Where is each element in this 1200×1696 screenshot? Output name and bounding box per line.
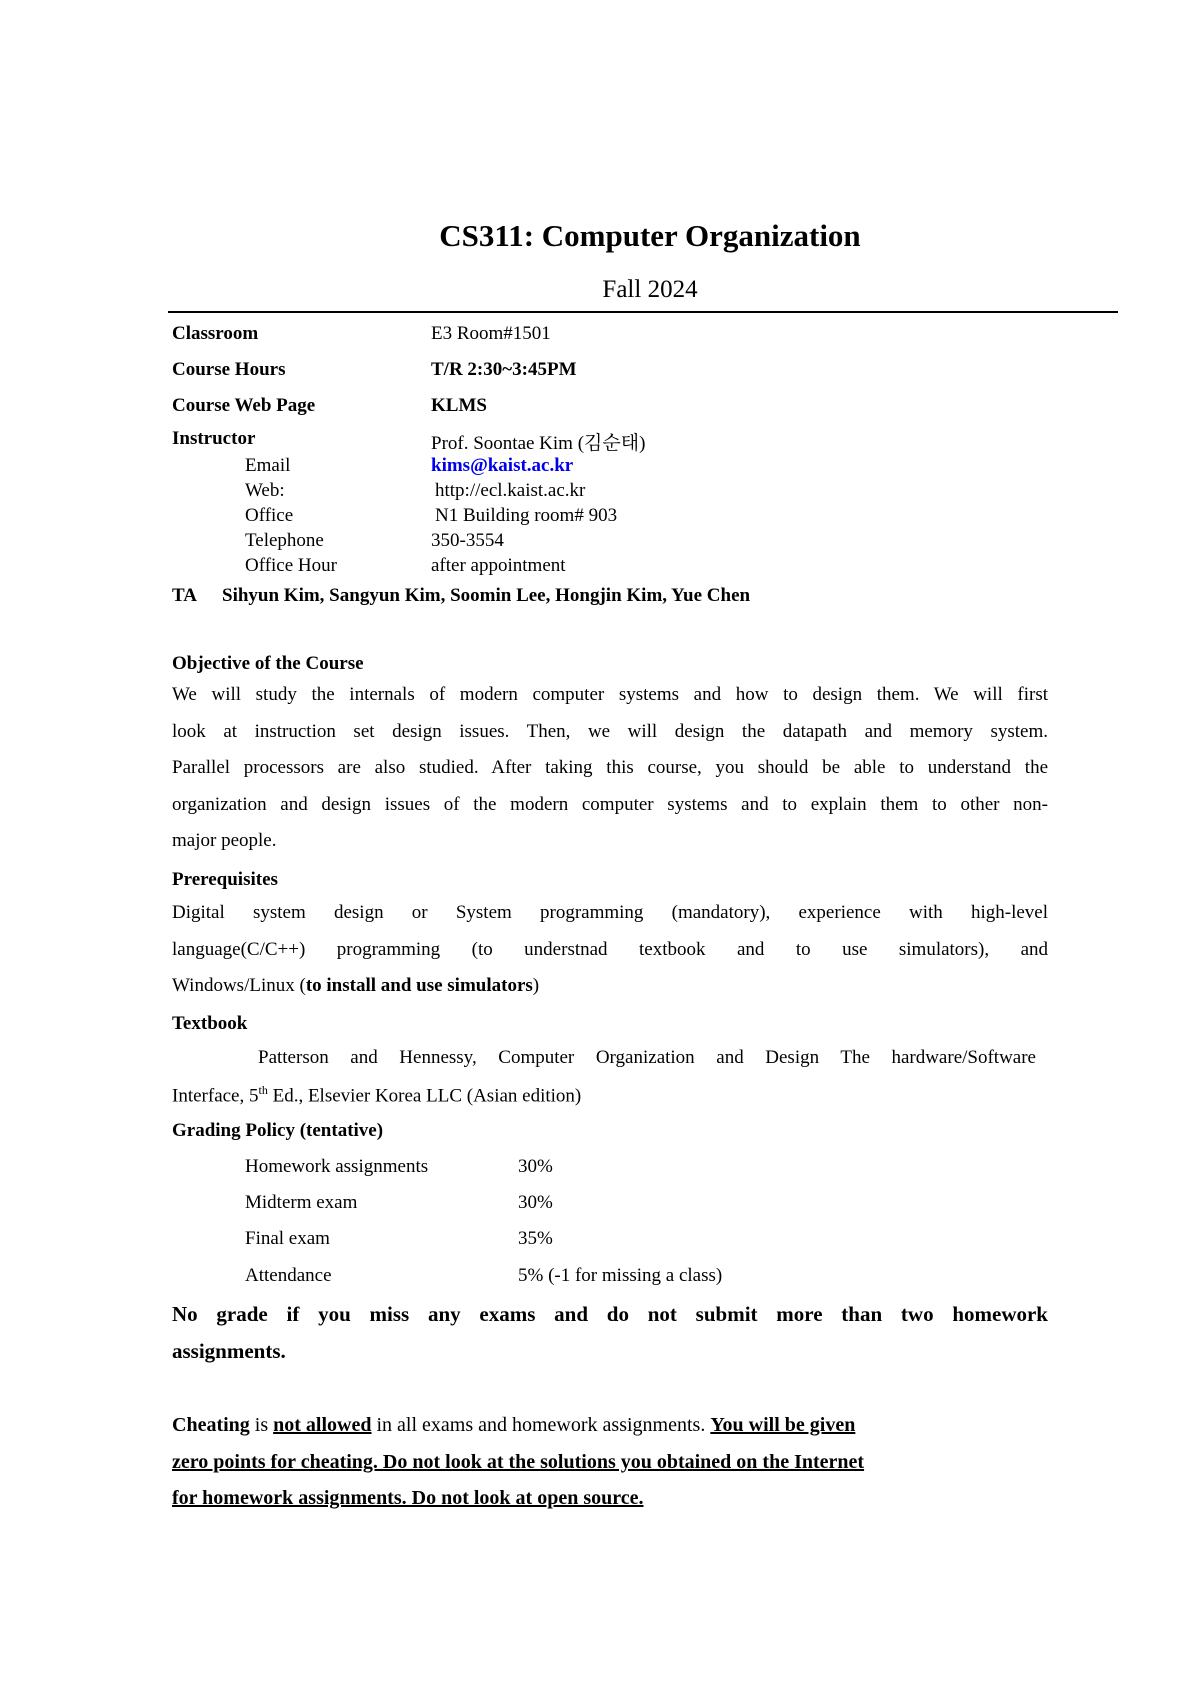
header-divider <box>168 311 1118 313</box>
prereq-os: Windows/Linux ( <box>172 975 306 996</box>
grade-notice <box>172 1296 1048 1369</box>
web-page-label: Course Web Page <box>172 395 316 416</box>
objective-line: Parallel processors are also studied. After taking this course, you should be able to understand the <box>172 757 1048 778</box>
textbook-line: Patterson and Hennessy, Computer Organization and Design The hardware/Software <box>258 1047 1036 1068</box>
semester: Fall 2024 <box>602 276 698 303</box>
telephone-value: 350-3554 <box>431 530 504 551</box>
office-label: Office <box>245 505 294 526</box>
prerequisites-line: language(C/C++) programming (to understnad textbook and to use simulators), and <box>172 938 1048 960</box>
page-title: CS311: Computer Organization <box>439 218 861 253</box>
grading-heading: Grading Policy (tentative) <box>172 1120 384 1141</box>
grade-item-pct: 5% (-1 for missing a class) <box>518 1265 723 1286</box>
cheating-warning-3: for homework assignments. Do not look at open source. <box>172 1487 644 1509</box>
grade-item-pct: 30% <box>518 1156 553 1177</box>
classroom-value: E3 Room#1501 <box>431 323 551 344</box>
grade-item-pct: 35% <box>518 1228 553 1249</box>
web-page-value: KLMS <box>431 395 487 416</box>
prerequisites-text <box>172 895 1048 1005</box>
objective-text <box>172 677 1048 860</box>
notice-line: No grade if you miss any exams and do not submit more than two homework <box>172 1302 1048 1326</box>
hours-label: Course Hours <box>172 359 286 380</box>
notice-line: assignments. <box>172 1338 286 1363</box>
textbook-edition-end: Ed., Elsevier Korea LLC (Asian edition) <box>267 1085 582 1107</box>
cheating-is: is <box>249 1414 274 1436</box>
ta-value: Sihyun Kim, Sangyun Kim, Soomin Lee, Hongjin Kim, Yue Chen <box>222 585 751 606</box>
cheating-rest: in all exams and homework assignments. <box>371 1414 711 1436</box>
site-value: http://ecl.kaist.ac.kr <box>435 480 586 501</box>
grade-item-pct: 30% <box>518 1192 553 1213</box>
not-allowed: not allowed <box>273 1414 372 1436</box>
cheating-policy <box>172 1407 1048 1517</box>
objective-line: major people. <box>172 830 277 851</box>
grade-item-name: Midterm exam <box>245 1192 358 1213</box>
office-value: N1 Building room# 903 <box>435 505 618 526</box>
textbook-heading: Textbook <box>172 1013 248 1034</box>
objective-heading: Objective of the Course <box>172 653 364 674</box>
objective-line: We will study the internals of modern computer systems and how to design them. We will first <box>172 684 1048 705</box>
cheating-word: Cheating <box>172 1414 250 1436</box>
cheating-warning-2: zero points for cheating. Do not look at the solutions you obtained on the Internet <box>172 1450 865 1473</box>
ta-label: TA <box>172 585 197 606</box>
classroom-label: Classroom <box>172 323 259 344</box>
grade-item-name: Final exam <box>245 1228 330 1249</box>
objective-line: organization and design issues of the modern computer systems and to explain them to other non- <box>172 793 1048 815</box>
cheating-warning-1: You will be given <box>710 1414 856 1436</box>
hours-value: T/R 2:30~3:45PM <box>431 359 577 380</box>
instructor-value: Prof. Soontae Kim (김순태) <box>431 433 646 454</box>
instructor-label: Instructor <box>172 428 256 449</box>
email-link[interactable]: kims@kaist.ac.kr <box>431 455 574 476</box>
prerequisites-line <box>172 968 1048 1005</box>
objective-line: look at instruction set design issues. Then, we will design the datapath and memory system. <box>172 720 1048 742</box>
textbook-edition-start: Interface, 5 <box>172 1085 259 1107</box>
email-label: Email <box>245 455 291 476</box>
site-label: Web: <box>245 480 285 501</box>
grade-item-name: Attendance <box>245 1265 332 1286</box>
textbook-line <box>172 1083 581 1107</box>
prereq-simulators: to install and use simulators <box>305 975 533 996</box>
prerequisites-line: Digital system design or System programming (mandatory), experience with high-level <box>172 902 1048 923</box>
prereq-close: ) <box>532 975 540 996</box>
office-hour-value: after appointment <box>431 555 566 576</box>
office-hour-label: Office Hour <box>245 555 337 576</box>
prerequisites-heading: Prerequisites <box>172 869 278 890</box>
telephone-label: Telephone <box>245 530 324 551</box>
grade-item-name: Homework assignments <box>245 1156 429 1177</box>
textbook-edition-sup: th <box>258 1083 268 1097</box>
